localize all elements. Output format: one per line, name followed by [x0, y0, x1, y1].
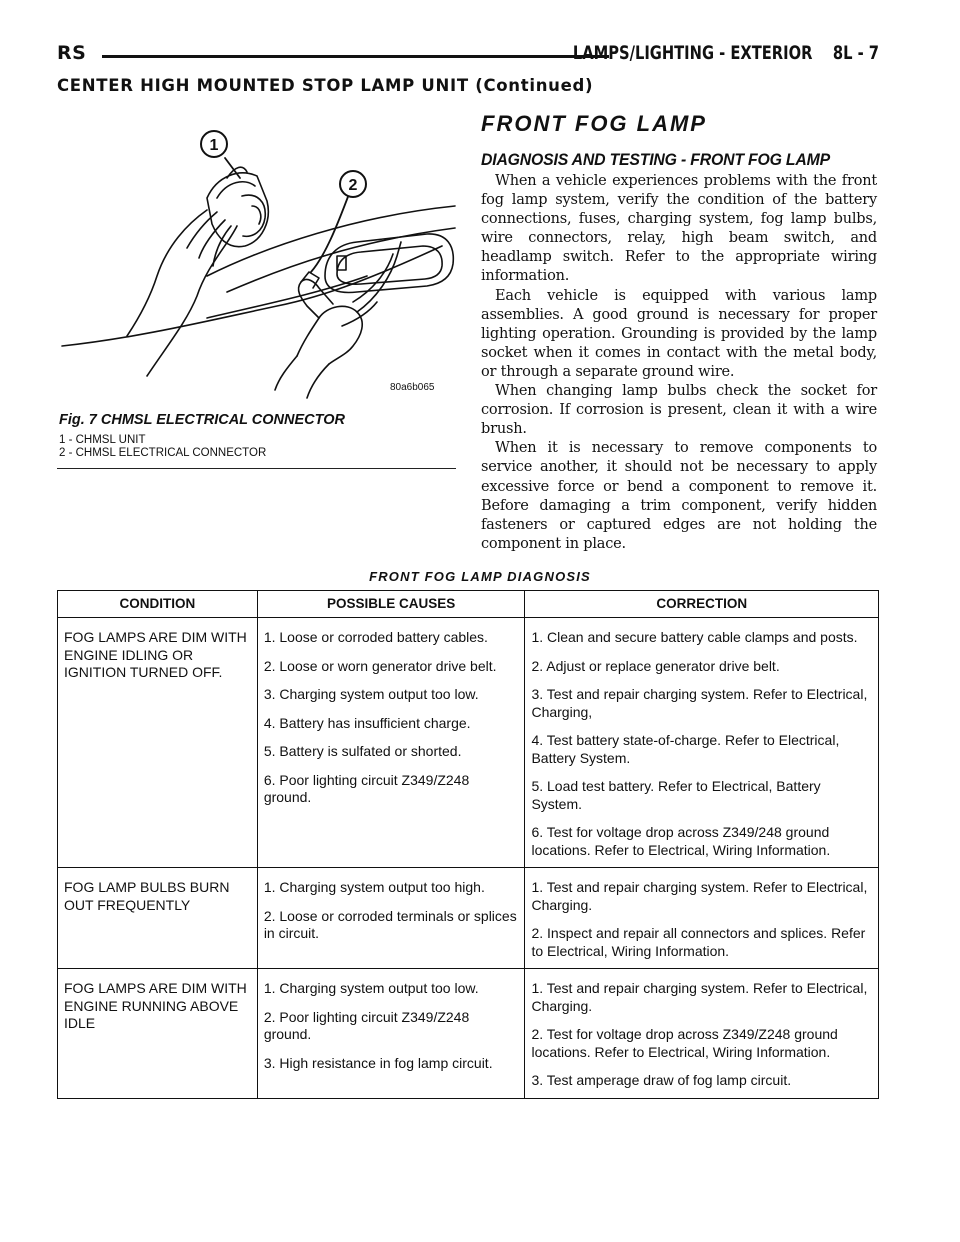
table-header-row: [58, 591, 879, 618]
cause-item: 1. Charging system output too high.: [263, 879, 485, 895]
correction-item: 2. Inspect and repair all connectors and splices. Refer to Electrical, Wiring Information.: [531, 925, 866, 959]
correction-item: 1. Test and repair charging system. Refer to Electrical, Charging.: [531, 980, 868, 1014]
figure-caption: Fig. 7 CHMSL ELECTRICAL CONNECTOR: [59, 412, 345, 428]
header-possible-causes: POSSIBLE CAUSES: [257, 591, 525, 618]
diagnosis-table: [57, 590, 879, 1099]
cause-item: 3. High resistance in fog lamp circuit.: [263, 1054, 493, 1071]
cause-item: 2. Poor lighting circuit Z349/Z248 ground.: [263, 1008, 470, 1042]
correction-item: 4. Test battery state-of-charge. Refer to Electrical, Battery System.: [531, 732, 840, 766]
figure-code: 80a6b065: [390, 382, 435, 393]
continued-heading: CENTER HIGH MOUNTED STOP LAMP UNIT (Continued): [57, 76, 594, 95]
table-title: FRONT FOG LAMP DIAGNOSIS: [369, 569, 591, 584]
correction-item: 3. Test and repair charging system. Refer to Electrical, Charging,: [531, 686, 868, 720]
manual-code: RS: [57, 42, 87, 64]
legend-item-2: 2 - CHMSL ELECTRICAL CONNECTOR: [59, 447, 267, 459]
cause-item: 2. Loose or corroded terminals or splices in circuit.: [263, 907, 517, 941]
causes-cell: [257, 969, 525, 1099]
cause-item: 1. Loose or corroded battery cables.: [263, 629, 488, 645]
causes-cell: [257, 618, 525, 868]
cause-item: 5. Battery is sulfated or shorted.: [263, 743, 462, 759]
header-correction: CORRECTION: [525, 591, 879, 618]
paragraph: Each vehicle is equipped with various lamp assemblies. A good ground is necessary for proper lighting operation. Grounding is provided by the lamp socket when it comes in contact with the metal body, or through a separate ground wire.: [481, 287, 877, 380]
correction-item: 1. Clean and secure battery cable clamps and posts.: [531, 629, 858, 645]
causes-cell: [257, 868, 525, 969]
cause-item: 4. Battery has insufficient charge.: [263, 714, 471, 731]
paragraph: When it is necessary to remove components to service another, it should not be necessary to apply excessive force or bend a component to remove it. Before damaging a trim component, verify hidden fasteners or captured edges are not holding the component in place.: [481, 440, 877, 552]
page-header: [57, 42, 879, 72]
body-text: [481, 172, 877, 554]
table-row: [58, 868, 879, 969]
condition-cell: FOG LAMPS ARE DIM WITH ENGINE IDLING OR IGNITION TURNED OFF.: [58, 618, 258, 868]
condition-cell: FOG LAMP BULBS BURN OUT FREQUENTLY: [58, 868, 258, 969]
corrections-cell: [525, 969, 879, 1099]
correction-item: 3. Test amperage draw of fog lamp circuit.: [531, 1072, 792, 1088]
table-row: [58, 969, 879, 1099]
callout-2-label: 2: [348, 177, 358, 194]
header-condition: CONDITION: [58, 591, 258, 618]
correction-item: 2. Test for voltage drop across Z349/Z248 ground locations. Refer to Electrical, Wiring Information.: [531, 1026, 838, 1060]
section-title: FRONT FOG LAMP: [481, 111, 707, 136]
figure-legend: [59, 434, 266, 460]
chmsl-illustration: [57, 106, 457, 406]
subsection-title: DIAGNOSIS AND TESTING - FRONT FOG LAMP: [481, 150, 830, 169]
condition-cell: FOG LAMPS ARE DIM WITH ENGINE RUNNING ABOVE IDLE: [58, 969, 258, 1099]
table-row: [58, 618, 879, 868]
header-rule: [102, 55, 609, 58]
corrections-cell: [525, 868, 879, 969]
chmsl-connector-drawing: [57, 106, 457, 406]
cause-item: 3. Charging system output too low.: [263, 686, 479, 702]
correction-item: 1. Test and repair charging system. Refer to Electrical, Charging.: [531, 879, 868, 913]
figure-rule: [57, 468, 456, 469]
correction-item: 6. Test for voltage drop across Z349/248 ground locations. Refer to Electrical, Wiring Information.: [531, 824, 831, 858]
callout-1-label: 1: [209, 137, 219, 154]
section-page-label: LAMPS/LIGHTING - EXTERIOR 8L - 7: [572, 42, 879, 64]
correction-item: 5. Load test battery. Refer to Electrical, Battery System.: [531, 778, 821, 812]
corrections-cell: [525, 618, 879, 868]
correction-item: 2. Adjust or replace generator drive belt.: [531, 657, 780, 674]
cause-item: 1. Charging system output too low.: [263, 980, 479, 996]
cause-item: 2. Loose or worn generator drive belt.: [263, 657, 497, 674]
paragraph: When a vehicle experiences problems with the front fog lamp system, verify the condition of the battery connections, fuses, charging system, fog lamp bulbs, wire connectors, relay, high beam switch, and headlamp switch. Refer to the appropriate wiring information.: [481, 173, 877, 285]
paragraph: When changing lamp bulbs check the socket for corrosion. If corrosion is present, clean it with a wire brush.: [481, 383, 877, 438]
legend-item-1: 1 - CHMSL UNIT: [59, 434, 146, 446]
cause-item: 6. Poor lighting circuit Z349/Z248 ground.: [263, 771, 470, 805]
